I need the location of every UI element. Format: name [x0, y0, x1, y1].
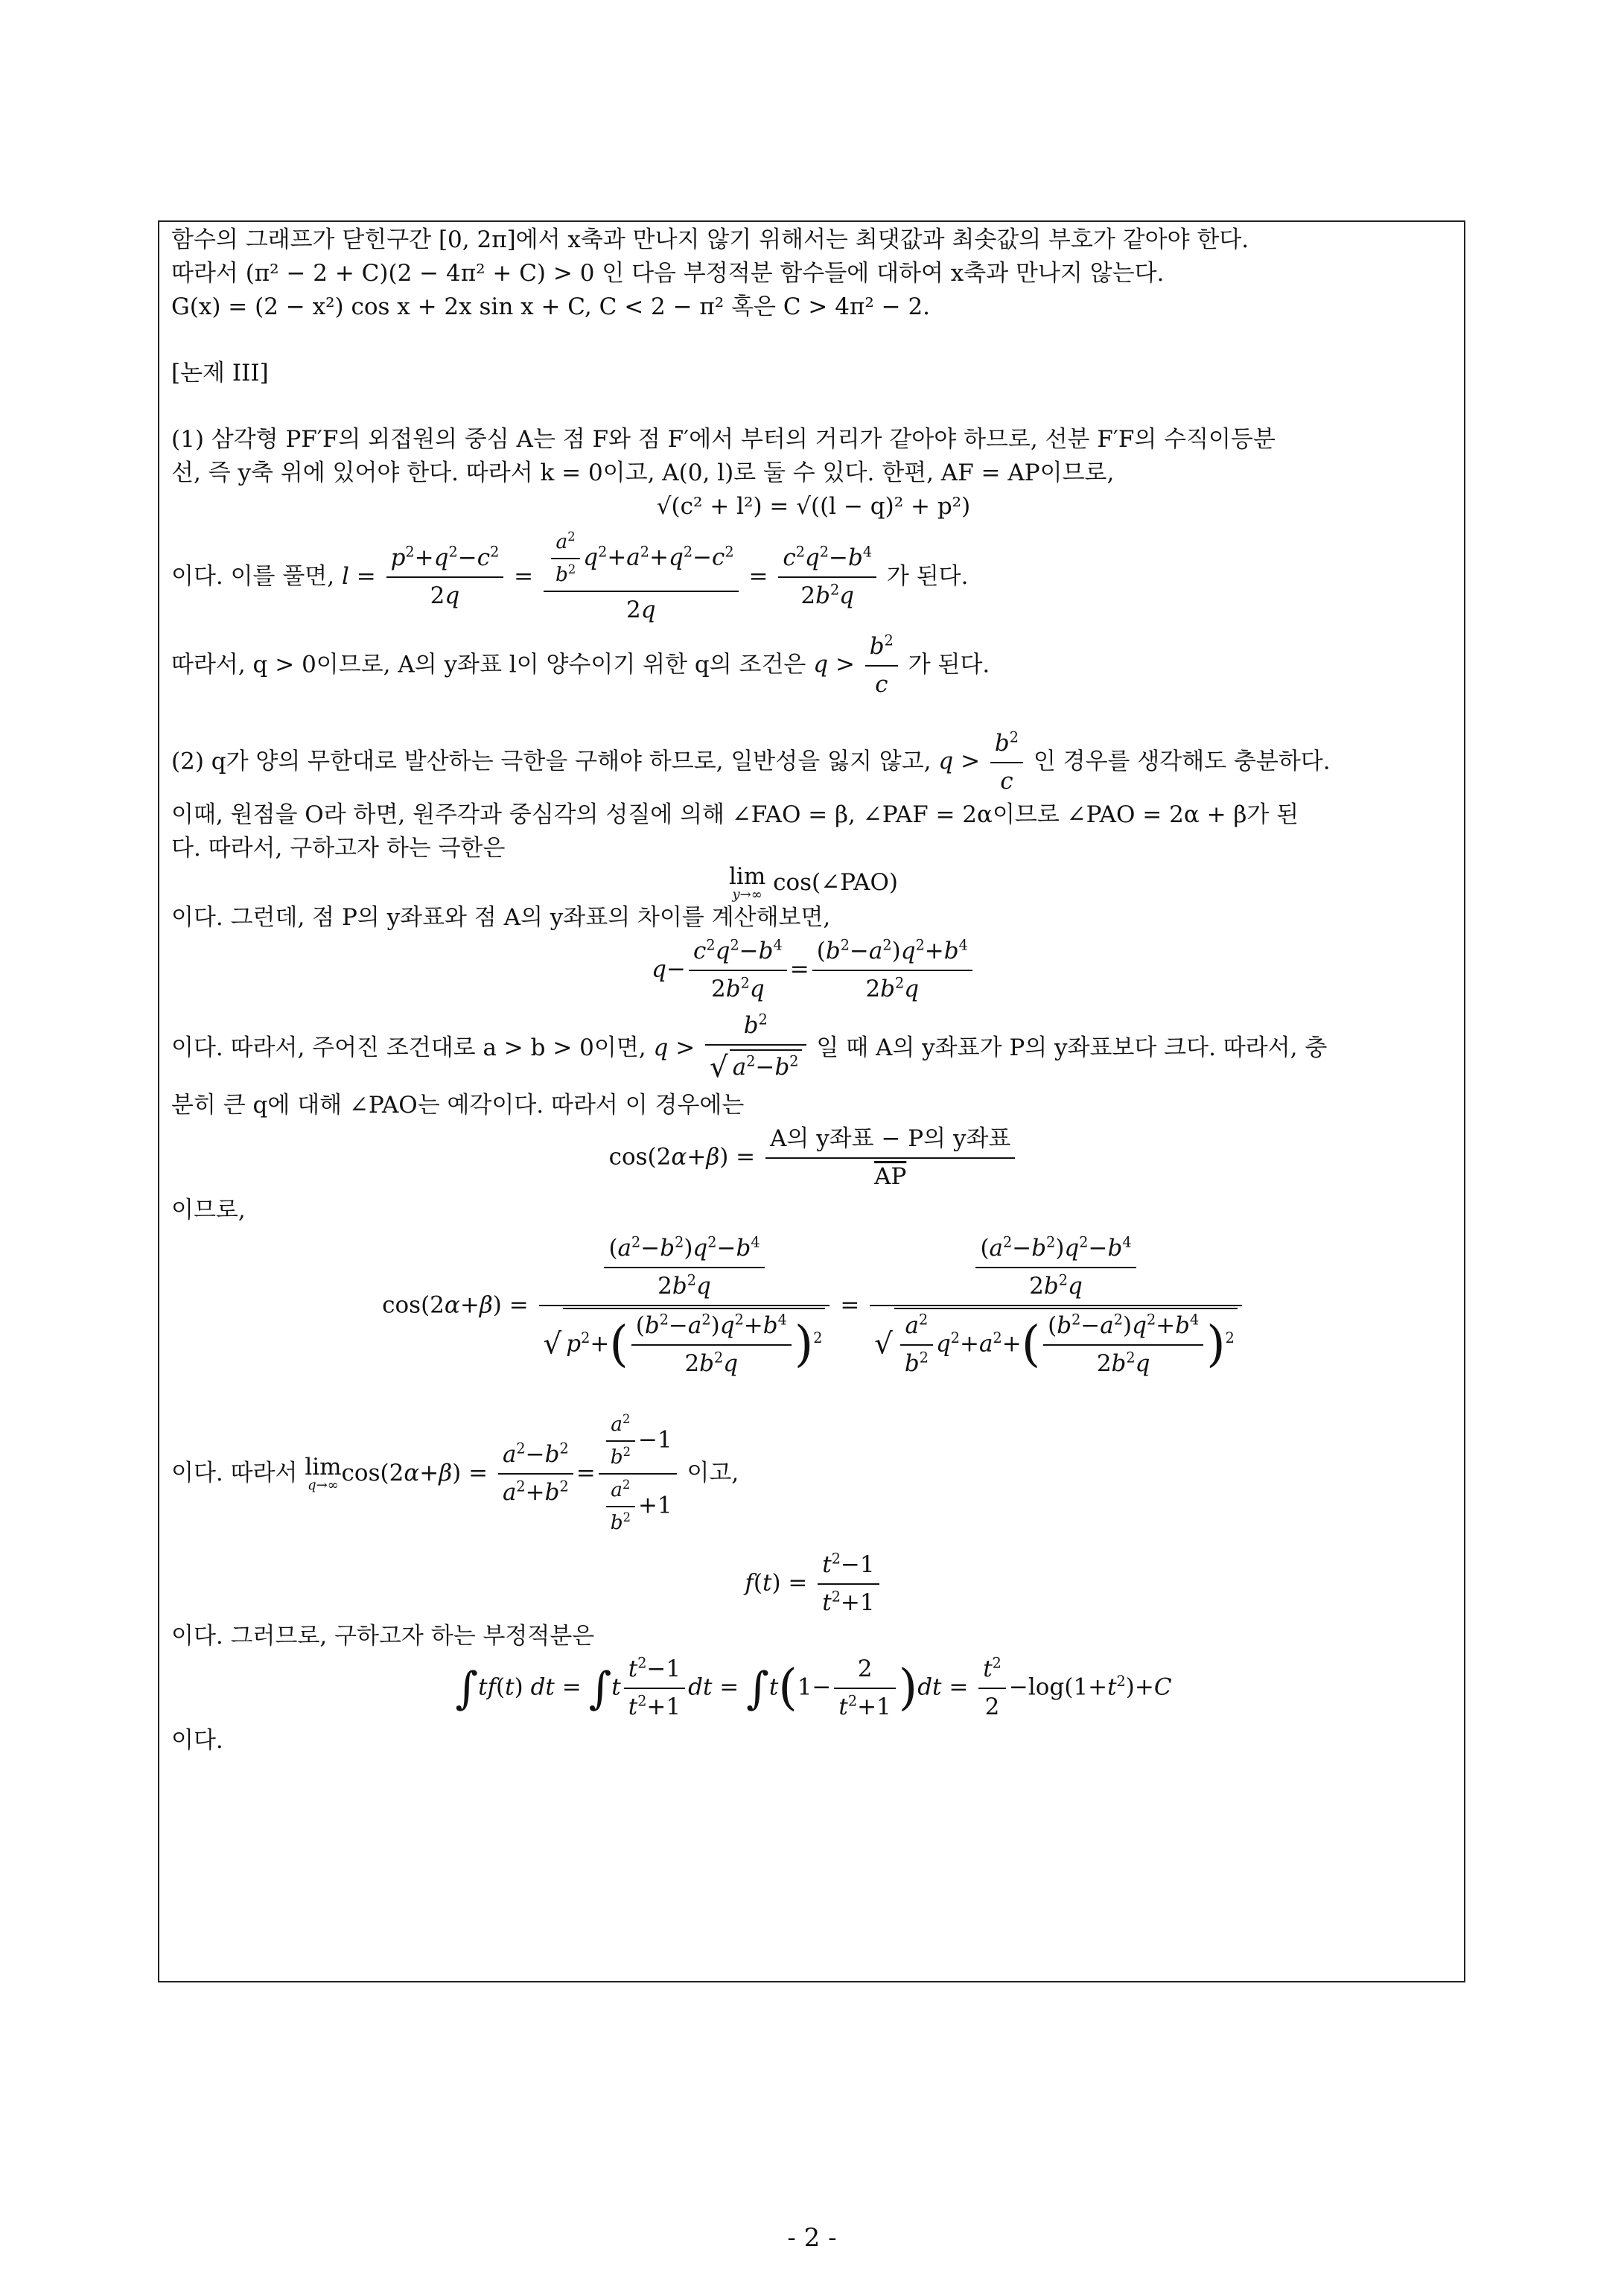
q2-line-1-suffix: 인 경우를 생각해도 충분하다.	[1033, 748, 1331, 775]
q2-cos-denominator: AP	[874, 1163, 907, 1191]
q1-solve-suffix: 가 된다.	[886, 562, 969, 590]
q2-cos-expansion: cos(2α+β) = $\frac{(a^2-b^2)q^2-b^4}{2b^2q}$ √ $p^2+$( $\frac{(b^2-a^2)q^2+b^4}{2b^2q}$ )$^2$ = $\frac{(a^2-b^2)q^2-b^4}{2b^2q}$ √ $\frac{a^2}{b^2}$ $q^2+a^2+$( $\frac{(b^2-a^2)q^2+b^4}{2b^2q}$ )$^2$	[171, 1232, 1456, 1381]
q2-cos-definition: cos(2α+β) = $\frac{\text{A의 y좌표 − P의 y좌표}}{AP}$	[171, 1122, 1456, 1194]
q1-paragraph-b: 선, 즉 y축 위에 있어야 한다. 따라서 k = 0이고, A(0, l)로 둘 수 있다. 한편, AF = AP이므로,	[171, 459, 1115, 486]
q2-limit-body: cos(∠PAO)	[773, 868, 898, 896]
q2-line-1	[171, 727, 1456, 798]
conclusion-line-1: 함수의 그래프가 닫힌구간 [0, 2π]에서 x축과 만나지 않기 위해서는 최댓값과 최솟값의 부호가 같아야 한다.	[171, 226, 1249, 253]
q2-line-6: 분히 큰 q에 대해 ∠PAO는 예각이다. 따라서 이 경우에는	[171, 1092, 745, 1119]
q1-condition-formula: q > $\frac{b^2}{c}$	[813, 651, 901, 678]
q2-line-10: 이다.	[171, 1727, 223, 1755]
q1-condition-line	[171, 630, 1456, 702]
q1-solve-line	[171, 528, 1456, 627]
q2-difference-formula: q− $\frac{c^2q^2-b^4}{2b^2q}$ = $\frac{(b^2-a^2)q^2+b^4}{2b^2q}$	[171, 935, 1456, 1006]
q1-condition-suffix: 가 된다.	[908, 651, 990, 678]
q2-line-2: 이때, 원점을 O라 하면, 원주각과 중심각의 성질에 의해 ∠FAO = β, ∠PAF = 2α이므로 ∠PAO = 2α + β가 된	[171, 801, 1299, 828]
q2-line-7: 이므로,	[171, 1197, 246, 1224]
q2-f-definition: f(t) = $\frac{t^2-1}{t^2+1}$	[171, 1548, 1456, 1620]
q2-line-1-prefix: (2) q가 양의 무한대로 발산하는 극한을 구해야 하므로, 일반성을 잃지 않고,	[171, 748, 932, 775]
q1-paragraph-a: (1) 삼각형 PF′F의 외접원의 중심 A는 점 F와 점 F′에서 부터의 거리가 같아야 하므로, 선분 F′F의 수직이등분	[171, 425, 1276, 453]
q1-condition-prefix: 따라서, q > 0이므로, A의 y좌표 l이 양수이기 위한 q의 조건은	[171, 651, 806, 678]
document-body	[171, 223, 1456, 1758]
q2-limit-expression: lim y→∞ cos(∠PAO)	[728, 862, 898, 903]
q2-line-4: 이다. 그런데, 점 P의 y좌표와 점 A의 y좌표의 차이를 계산해보면,	[171, 904, 831, 932]
q1-distance-equation: √(c² + l²) = √((l − q)² + p²)	[656, 492, 971, 520]
q2-limit-result-line	[171, 1411, 1456, 1538]
q2-line-3: 다. 따라서, 구하고자 하는 극한은	[171, 834, 506, 862]
q2-assume-formula: q > $\frac{b^2}{c}$	[938, 748, 1026, 775]
q1-solve-prefix: 이다. 이를 풀면,	[171, 562, 335, 590]
q1-l-formula: l = $\frac{p^2+q^2-c^2}{2q}$ = $\frac{a^2}{b^2}$ $q^2+a^2+q^2-c^2$ 2q = $\frac{c^2q^2-b^4}{2b^2q}$	[342, 563, 887, 590]
q2-limit-result-suffix: 이고,	[687, 1459, 739, 1486]
section-title: [논제 III]	[171, 359, 269, 387]
q2-line-5-prefix: 이다. 따라서, 주어진 조건대로 a > b > 0이면,	[171, 1034, 646, 1062]
q2-line-5	[171, 1009, 1456, 1089]
q2-threshold-formula: q > $\frac{b^2}{√ a^2-b^2}$	[654, 1034, 809, 1061]
q2-limit-q-sub: q→∞	[308, 1477, 339, 1493]
conclusion-line-3: G(x) = (2 − x²) cos x + 2x sin x + C, C < 2 − π² 혹은 C > 4π² − 2.	[171, 293, 931, 320]
q2-limit-result-prefix: 이다. 따라서	[171, 1459, 298, 1486]
q2-cos-numerator: A의 y좌표 − P의 y좌표	[765, 1122, 1015, 1159]
q2-limit-sub: y→∞	[732, 886, 762, 903]
q2-line-5-suffix: 일 때 A의 y좌표가 P의 y좌표보다 크다. 따라서, 충	[816, 1034, 1328, 1062]
q2-limit-result-formula: lim q→∞ cos(2α+β) = $\frac{a^2-b^2}{a^2+b^2}$ = $\frac{a^2}{b^2}$ −1 $\frac{a^2}{b^2}$ +1	[305, 1460, 687, 1486]
page-number: - 2 -	[787, 2223, 837, 2253]
conclusion-line-2: 따라서 (π² − 2 + C)(2 − 4π² + C) > 0 인 다음 부정적분 함수들에 대하여 x축과 만나지 않는다.	[171, 259, 1165, 287]
q2-integral: ∫tf(t) dt = ∫t $\frac{t^2-1}{t^2+1}$ dt = ∫t(1− $\frac{2}{t^2+1}$ )dt = $\frac{t^2}{2}$ $-\log(1+t^2)+C$	[171, 1653, 1456, 1724]
q2-line-9: 이다. 그러므로, 구하고자 하는 부정적분은	[171, 1622, 595, 1650]
